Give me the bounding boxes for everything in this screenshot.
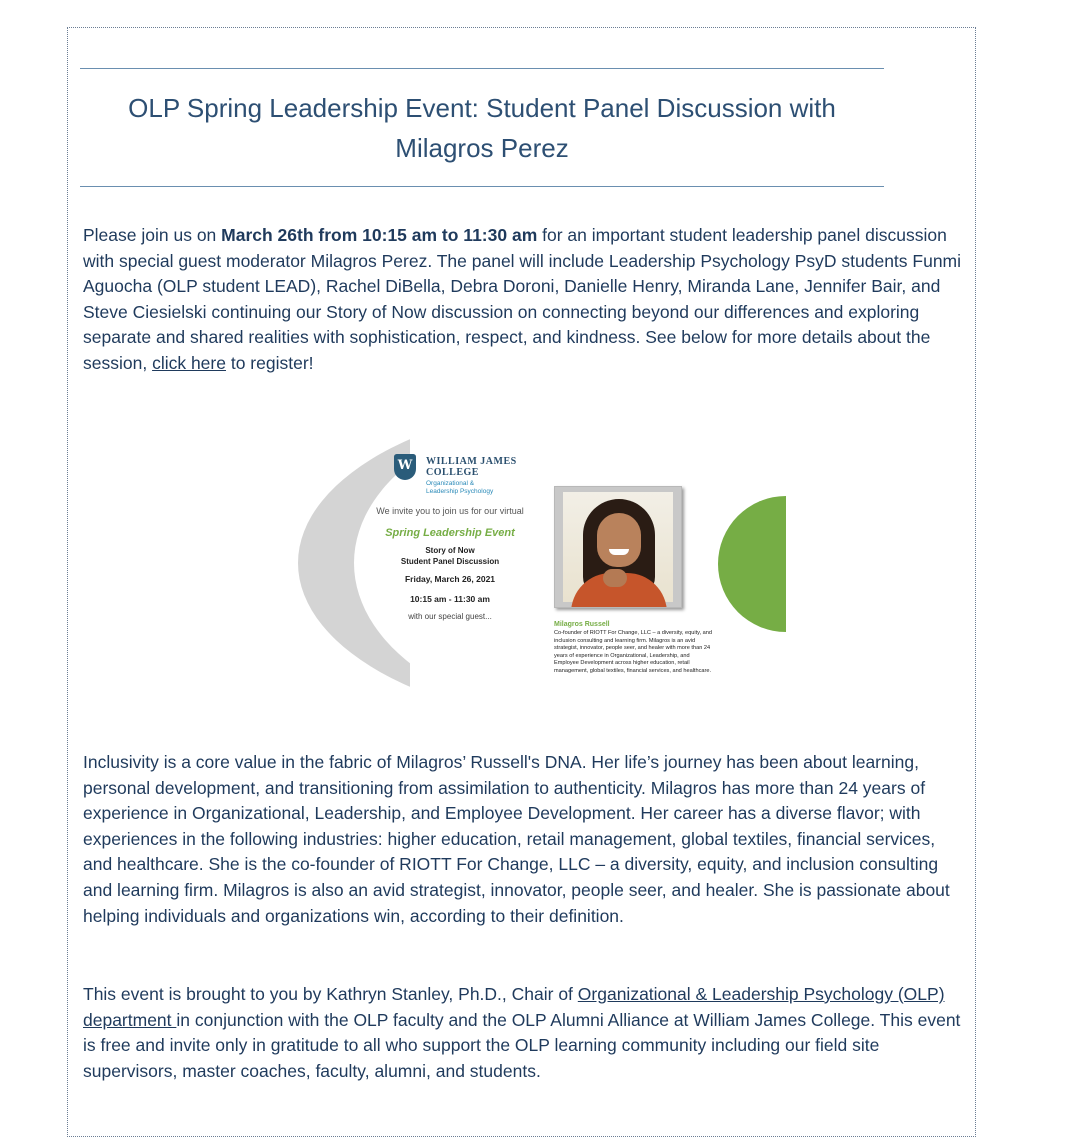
invite-text: We invite you to join us for our virtual	[376, 506, 524, 516]
title-bottom-rule	[80, 186, 884, 187]
invite-date: Friday, March 26, 2021	[404, 574, 496, 584]
event-subtitle	[350, 545, 550, 567]
title-top-rule	[80, 68, 884, 69]
invite-time: 10:15 am - 11:30 am	[410, 594, 490, 604]
closing-text-1: This event is brought to you by Kathryn Stanley, Ph.D., Chair of	[83, 984, 578, 1004]
page-title: OLP Spring Leadership Event: Student Panel Discussion with Milagros Perez	[128, 93, 836, 163]
story-of-now: Story of Now	[425, 546, 475, 555]
event-name: Spring Leadership Event	[385, 527, 515, 539]
event-invitation-image	[290, 402, 790, 724]
logo-name-line-1: WILLIAM JAMES	[426, 456, 517, 467]
logo-sub-line-1: Organizational &	[426, 480, 475, 487]
olp-department-link[interactable]: Organizational & Leadership Psychology (OLP) department	[83, 984, 945, 1030]
intro-text-2: for an important student leadership panel discussion with special guest moderator Milagros Perez. The panel will include Leadership Psychology PsyD students Funmi Aguocha (OLP student LEAD), Rachel DiBella, Debra Doroni, Danielle Henry, Miranda Lane, Jennifer Bair, and Steve Ciesielski continuing our Story of Now discussion on connecting beyond our differences and exploring separate and shared realities with sophistication, respect, and kindness. See below for more details about the session,	[83, 225, 962, 373]
logo-name-line-2: COLLEGE	[426, 467, 479, 478]
intro-text-1: Please join us on	[83, 225, 222, 245]
special-guest-text: with our special guest...	[408, 612, 492, 621]
closing-text-2: in conjunction with the OLP faculty and the OLP Alumni Alliance at William James College. This event is free and invite only in gratitude to all who support the OLP learning community including our field site supervisors, master coaches, faculty, alumni, and students.	[83, 1009, 961, 1081]
shield-icon: W	[394, 454, 416, 480]
panel-label: Student Panel Discussion	[400, 557, 500, 566]
closing-paragraph	[83, 982, 963, 1084]
decorative-green-half-circle	[718, 496, 786, 632]
bio-paragraph: Inclusivity is a core value in the fabric of Milagros’ Russell's DNA. Her life’s journey has been about learning, personal development, and transitioning from assimilation to authenticity. Milagros has more than 24 years of experience in Organizational, Leadership, and Employee Development. Her career has a diverse flavor; with experiences in the following industries: higher education, retail management, global textiles, financial services, and healthcare. She is the co-founder of RIOTT For Change, LLC – a diversity, equity, and inclusion consulting and learning firm. Milagros is also an avid strategist, innovator, people seer, and healer. She is passionate about helping individuals and organizations win, according to their definition.	[83, 752, 950, 926]
register-link[interactable]: click here	[152, 352, 226, 373]
intro-paragraph	[83, 223, 963, 377]
event-date-time: March 26th from 10:15 am to 11:30 am	[221, 225, 538, 245]
college-logo	[394, 452, 524, 498]
logo-sub-line-2: Leadership Psychology	[426, 488, 494, 495]
guest-bio: Co-founder of RIOTT For Change, LLC – a diversity, equity, and inclusion consulting and learning firm. Milagros is an avid strategist, innovator, people seer, and healer with more than 24 years of experience in Organizational, Leadership, and Employee Development across higher education, retail management, global textiles, financial services, and healthcare.	[554, 630, 712, 674]
guest-photo	[554, 486, 682, 608]
guest-caption	[554, 620, 714, 676]
guest-name: Milagros Russell	[554, 621, 610, 628]
intro-text-3: to register!	[225, 352, 314, 373]
